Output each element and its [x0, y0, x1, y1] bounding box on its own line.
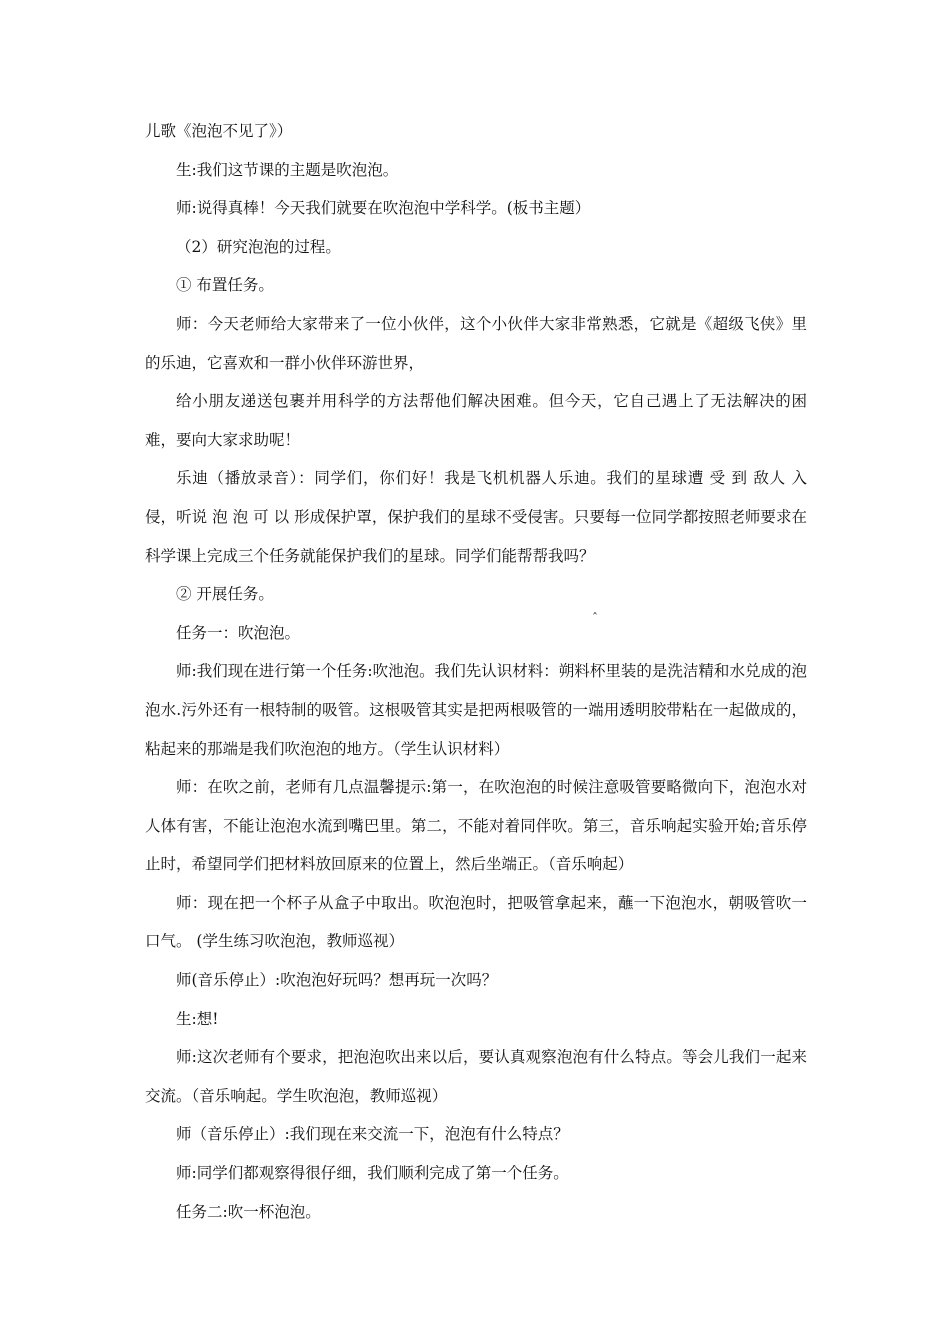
- paragraph-3: 师:说得真棒！今天我们就要在吹泡泡中学科学。(板书主题）: [176, 199, 591, 218]
- paragraph-9: ② 开展任务。: [176, 585, 274, 604]
- caret-mark: ˆ: [592, 611, 598, 625]
- paragraph-6: 师：今天老师给大家带来了一位小伙伴，这个小伙伴大家非常熟悉，它就是《超级飞侠》里的乐迪，它喜欢和一群小伙伴环游世界，: [145, 314, 807, 372]
- paragraph-15: 生:想!: [176, 1009, 219, 1028]
- paragraph-5: ① 布置任务。: [176, 276, 274, 295]
- paragraph-16: 师:这次老师有个要求，把泡泡吹出来以后，要认真观察泡泡有什么特点。等会儿我们一起来交流。（音乐响起。学生吹泡泡，教师巡视）: [145, 1048, 807, 1105]
- paragraph-1: 儿歌《泡泡不见了》）: [145, 122, 293, 140]
- paragraph-4: （2）研究泡泡的过程。: [176, 237, 341, 256]
- paragraph-10: 任务一：吹泡泡。: [176, 623, 301, 642]
- paragraph-12: 师：在吹之前，老师有几点温馨提示:第一，在吹泡泡的时候注意吸管要略微向下，泡泡水对人体有害，不能让泡泡水流到嘴巴里。第二，不能对着同伴吹。第三，音乐响起实验开始;音乐停止时，希望同学们把材料放回原来的位置上，然后坐端正。（音乐响起）: [145, 778, 807, 874]
- paragraph-19: 任务二:吹一杯泡泡。: [176, 1202, 321, 1221]
- paragraph-14: 师(音乐停止）:吹泡泡好玩吗？想再玩一次吗？: [176, 971, 498, 990]
- paragraph-8: 乐迪（播放录音）：同学们，你们好！我是飞机机器人乐迪。我们的星球遭 受 到 敌人 入侵，听说 泡 泡 可 以 形成保护罩，保护我们的星球不受侵害。只要每一位同学都按照老师要求在科学课上完成三个任务就能保护我们的星球。同学们能帮帮我吗？: [145, 469, 807, 565]
- paragraph-11: 师:我们现在进行第一个任务:吹池泡。我们先认识材料：朔料杯里装的是洗洁精和水兑成的泡泡水.污外还有一根特制的吸管。这根吸管其实是把两根吸管的一端用透明胶带粘在一起做成的，粘起来的那端是我们吹泡泡的地方。（学生认识材料）: [145, 662, 807, 758]
- paragraph-7: 给小朋友递送包裹并用科学的方法帮他们解决困难。但今天，它自己遇上了无法解决的困难，要向大家求助呢！: [145, 392, 807, 449]
- document-body: [145, 112, 807, 1231]
- paragraph-17: 师（音乐停止）:我们现在来交流一下，泡泡有什么特点？: [176, 1125, 569, 1144]
- paragraph-18: 师:同学们都观察得很仔细，我们顺利完成了第一个任务。: [176, 1164, 569, 1183]
- paragraph-2: 生:我们这节课的主题是吹泡泡。: [176, 160, 399, 179]
- paragraph-13: 师：现在把一个杯子从盒子中取出。吹泡泡时，把吸管拿起来，蘸一下泡泡水，朝吸管吹一口气。 (学生练习吹泡泡，教师巡视）: [145, 893, 807, 951]
